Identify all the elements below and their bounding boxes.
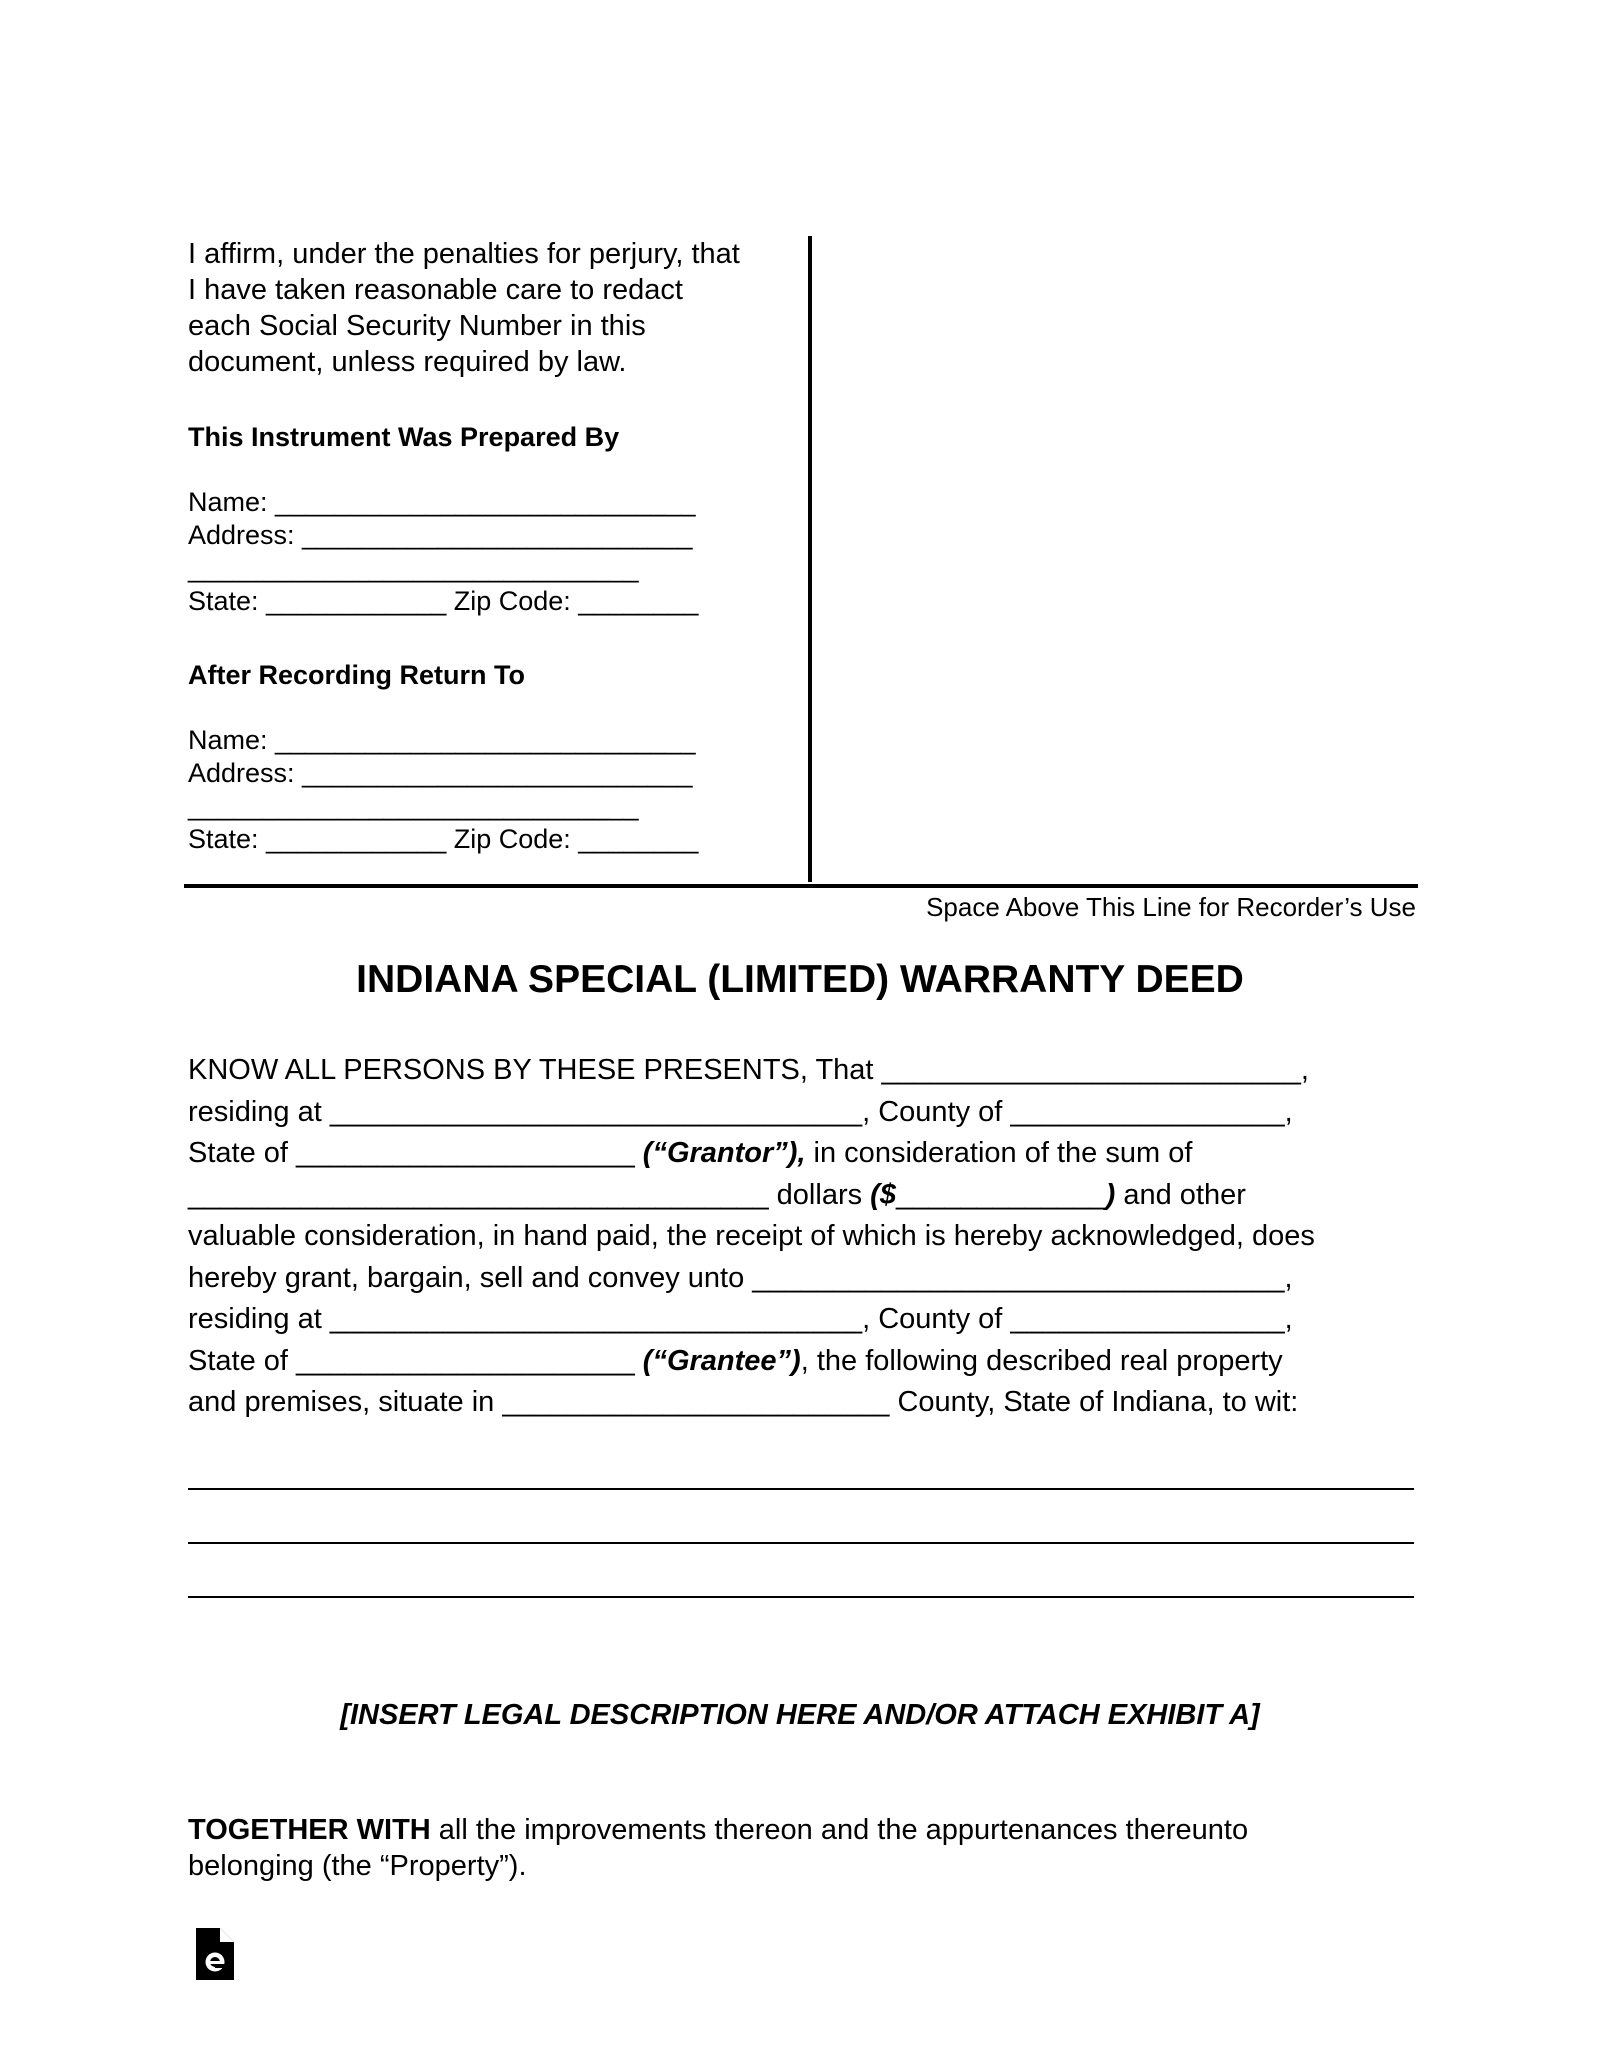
legal-description-line[interactable] (188, 1542, 1414, 1544)
affirmation-line: each Social Security Number in this (188, 310, 646, 342)
consideration-amount-field[interactable]: _____________ (895, 1178, 1106, 1211)
eforms-logo-icon (196, 1928, 234, 1980)
recorder-use-note: Space Above This Line for Recorder’s Use (926, 892, 1416, 922)
return-to-address-line2-field[interactable]: ______________________________ (188, 791, 639, 821)
redaction-affirmation (188, 236, 808, 380)
body-line: and premises, situate in ________________________ County, State of Indiana, to wit: (188, 1386, 1299, 1418)
body-text-segment: , the following described real property (800, 1344, 1283, 1377)
grantee-state-field[interactable]: State of _____________________ (188, 1344, 643, 1377)
prepared-by-state-zip-field[interactable]: State: ____________ Zip Code: ________ (188, 586, 699, 616)
prepared-by-fields (188, 486, 808, 618)
prepared-by-address-line2-field[interactable]: ______________________________ (188, 553, 639, 583)
return-to-address-field[interactable]: Address: __________________________ (188, 758, 693, 788)
deed-body (188, 1050, 1428, 1424)
affirmation-line: I affirm, under the penalties for perjury, that (188, 238, 740, 270)
document-title: INDIANA SPECIAL (LIMITED) WARRANTY DEED (356, 958, 1244, 1001)
body-text-segment: and other (1115, 1178, 1246, 1211)
grantee-term: (“Grantee”) (642, 1344, 801, 1377)
body-line: residing at _________________________________, County of _________________, (188, 1095, 1293, 1128)
together-with-clause (188, 1812, 1428, 1884)
header-vertical-divider (808, 236, 812, 882)
affirmation-line: document, unless required by law. (188, 346, 627, 378)
body-line: residing at _________________________________, County of _________________, (188, 1303, 1293, 1335)
insert-legal-description-note: [INSERT LEGAL DESCRIPTION HERE AND/OR ATTACH EXHIBIT A] (340, 1699, 1260, 1731)
together-with-line2: belonging (the “Property”). (188, 1850, 527, 1882)
dollar-sign: ($ (870, 1178, 896, 1211)
header-left-column (188, 236, 808, 856)
body-text-segment: in consideration of the sum of (805, 1137, 1193, 1169)
grantor-term: (“Grantor”), (642, 1137, 806, 1169)
prepared-by-address-field[interactable]: Address: __________________________ (188, 520, 693, 550)
body-line (188, 1133, 1428, 1175)
legal-description-blank-lines (188, 1488, 1414, 1650)
closing-paren: ) (1105, 1178, 1116, 1211)
return-to-heading: After Recording Return To (188, 660, 525, 690)
body-line: valuable consideration, in hand paid, the receipt of which is hereby acknowledged, does (188, 1220, 1315, 1252)
affirmation-line: I have taken reasonable care to redact (188, 274, 683, 306)
prepared-by-heading: This Instrument Was Prepared By (188, 422, 620, 452)
body-line: KNOW ALL PERSONS BY THESE PRESENTS, That __________________________, (188, 1054, 1309, 1086)
together-with-bold: TOGETHER WITH (188, 1814, 431, 1846)
return-to-name-field[interactable]: Name: ____________________________ (188, 725, 696, 755)
together-with-text: all the improvements thereon and the appurtenances thereunto (430, 1814, 1249, 1846)
body-line (188, 1175, 1428, 1217)
consideration-words-field[interactable]: ____________________________________ dollars (188, 1178, 871, 1211)
body-line: hereby grant, bargain, sell and convey unto _________________________________, (188, 1261, 1293, 1294)
prepared-by-name-field[interactable]: Name: ____________________________ (188, 487, 696, 517)
return-to-fields (188, 724, 808, 856)
legal-description-line[interactable] (188, 1488, 1414, 1490)
recorder-space-divider (184, 884, 1418, 888)
return-to-state-zip-field[interactable]: State: ____________ Zip Code: ________ (188, 824, 699, 854)
body-line (188, 1341, 1428, 1383)
grantor-state-field[interactable]: State of _____________________ (188, 1137, 643, 1169)
legal-description-line[interactable] (188, 1596, 1414, 1598)
